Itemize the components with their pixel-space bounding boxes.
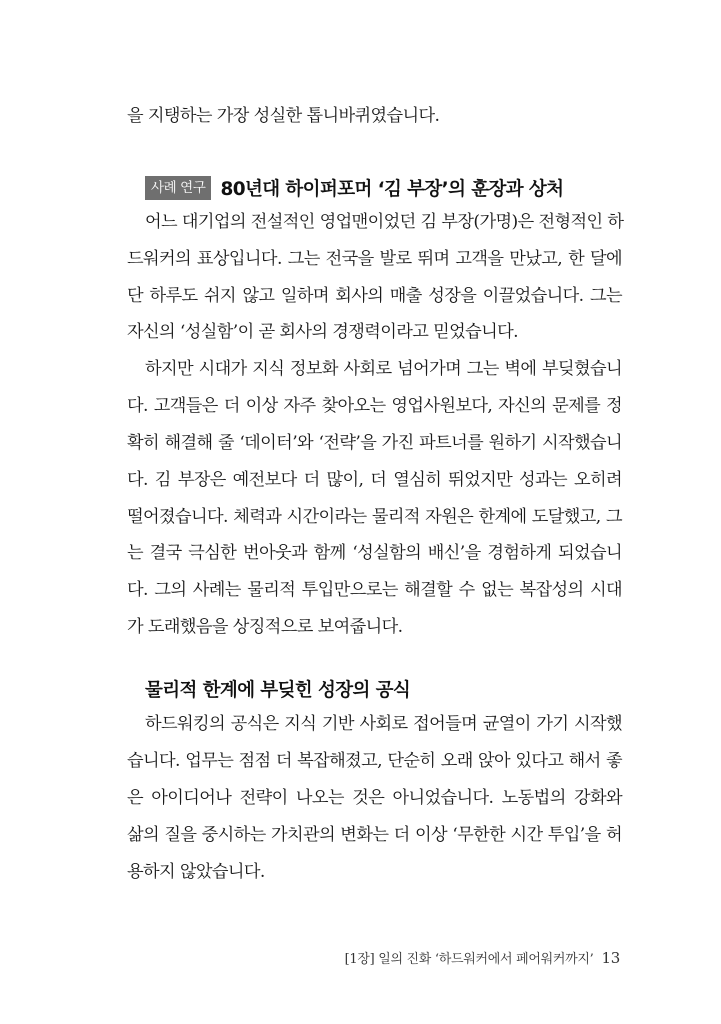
body-text-line: 을 지탱하는 가장 성실한 톱니바퀴였습니다. [127,106,440,126]
case-study-heading [145,174,563,202]
body-text-line: 하드워킹의 공식은 지식 기반 사회로 접어들며 균열이 가기 시작했 [145,714,622,734]
section-heading: 물리적 한계에 부딪힌 성장의 공식 [145,680,411,701]
body-text-line: 다. 고객들은 더 이상 자주 찾아오는 영업사원보다, 자신의 문제를 정 [127,396,622,416]
body-text-line: 삶의 질을 중시하는 가치관의 변화는 더 이상 ‘무한한 시간 투입’을 허 [127,825,622,845]
body-text-line: 확히 해결해 줄 ‘데이터’와 ‘전략’을 가진 파트너를 원하기 시작했습니 [127,433,622,453]
page-number: 13 [601,949,620,967]
body-text-line: 자신의 ‘성실함’이 곧 회사의 경쟁력이라고 믿었습니다. [127,322,518,342]
case-study-title: 80년대 하이퍼포머 ‘김 부장’의 훈장과 상처 [220,179,564,200]
body-text-line: 은 아이디어나 전략이 나오는 것은 아니었습니다. 노동법의 강화와 [127,788,622,808]
page-footer [345,948,620,967]
body-text-line: 다. 김 부장은 예전보다 더 많이, 더 열심히 뛰었지만 성과는 오히려 [127,470,622,490]
body-text-line: 용하지 않았습니다. [127,862,265,882]
body-text-line: 떨어졌습니다. 체력과 시간이라는 물리적 자원은 한계에 도달했고, 그 [127,507,622,527]
body-text-line: 가 도래했음을 상징적으로 보여줍니다. [127,617,403,637]
body-text-line: 단 하루도 쉬지 않고 일하며 회사의 매출 성장을 이끌었습니다. 그는 [127,286,622,306]
body-text-line: 드워커의 표상입니다. 그는 전국을 발로 뛰며 고객을 만났고, 한 달에 [127,249,622,269]
body-text-line: 하지만 시대가 지식 정보화 사회로 넘어가며 그는 벽에 부딪혔습니 [145,359,622,379]
body-text-line: 다. 그의 사례는 물리적 투입만으로는 해결할 수 없는 복잡성의 시대 [127,580,622,600]
body-text-line: 어느 대기업의 전설적인 영업맨이었던 김 부장(가명)은 전형적인 하 [145,212,624,232]
body-text-line: 습니다. 업무는 점점 더 복잡해졌고, 단순히 오래 앉아 있다고 해서 좋 [127,751,622,771]
body-text-line: 는 결국 극심한 번아웃과 함께 ‘성실함의 배신’을 경험하게 되었습니 [127,543,622,563]
case-study-label: 사례 연구 [145,176,211,200]
running-title: [1장] 일의 진화 ‘하드워커에서 페어워커까지’ [344,952,594,967]
